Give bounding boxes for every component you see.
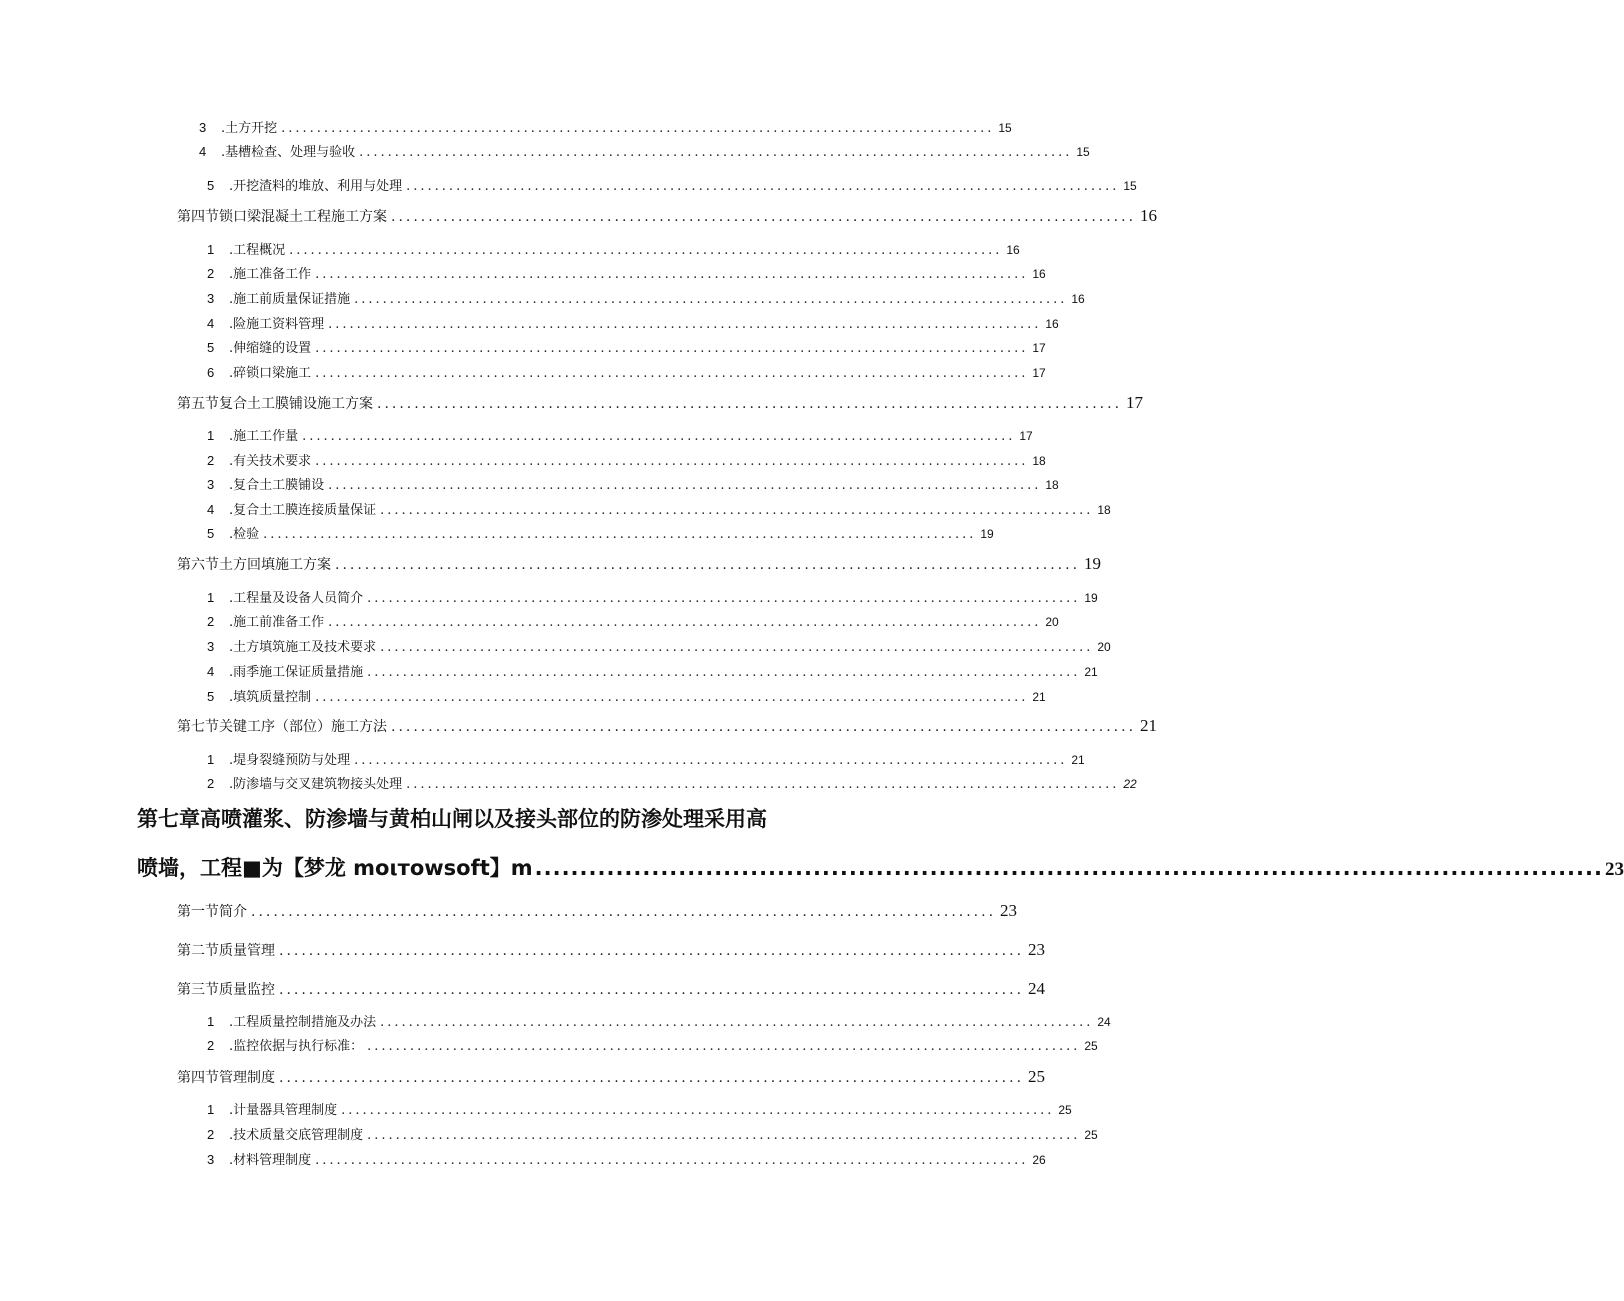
item-number: 2: [207, 453, 215, 468]
item-title: .复合土工膜铺设: [229, 478, 325, 493]
page-number: 17: [1032, 366, 1046, 380]
section-title: 第五节复合土工膜铺设施工方案: [177, 396, 373, 412]
leader-dots: ....................................................................................................: [315, 1153, 1029, 1168]
leader-dots: .......................................................................................................................: [534, 856, 1603, 880]
toc-item[interactable]: [207, 587, 1098, 606]
section-title: 第二节质量管理: [177, 943, 275, 959]
item-number: 2: [207, 614, 215, 629]
item-title: .工程质量控制措施及办法: [229, 1015, 377, 1030]
page-number: 17: [1032, 341, 1046, 355]
item-number: 3: [207, 639, 215, 654]
page-number: 25: [1058, 1103, 1072, 1117]
page-number: 15: [1123, 179, 1137, 193]
leader-dots: ....................................................................................................: [367, 1128, 1081, 1143]
toc-section[interactable]: [177, 979, 1046, 1001]
toc-item[interactable]: [207, 1124, 1098, 1143]
page-number: 18: [1045, 478, 1059, 492]
toc-item[interactable]: [207, 661, 1098, 680]
item-number: 1: [207, 428, 215, 443]
item-title: .施工准备工作: [229, 267, 312, 282]
leader-dots: ....................................................................................................: [302, 429, 1016, 444]
item-number: 4: [199, 144, 207, 159]
page-number: 16: [1140, 206, 1158, 225]
section-title: 第四节管理制度: [177, 1070, 275, 1086]
page-number: 19: [980, 527, 994, 541]
page-number: 15: [998, 121, 1012, 135]
item-number: 2: [207, 1038, 215, 1053]
toc-item[interactable]: [207, 749, 1085, 768]
item-title: .检验: [229, 527, 260, 542]
item-number: 4: [207, 502, 215, 517]
toc-section[interactable]: [177, 393, 1144, 415]
item-number: 1: [207, 1014, 215, 1029]
page-number: 25: [1028, 1067, 1046, 1086]
item-title: .碎锁口梁施工: [229, 366, 312, 381]
leader-dots: ....................................................................................................: [380, 503, 1094, 518]
page-number: 20: [1045, 615, 1059, 629]
page-number: 21: [1140, 716, 1158, 735]
leader-dots: ....................................................................................................: [391, 209, 1137, 225]
item-title: .施工前准备工作: [229, 615, 325, 630]
leader-dots: ....................................................................................................: [341, 1103, 1055, 1118]
item-title: .复合土工膜连接质量保证: [229, 503, 377, 518]
page-number: 19: [1084, 591, 1098, 605]
toc-section[interactable]: [177, 554, 1102, 576]
leader-dots: ....................................................................................................: [315, 341, 1029, 356]
leader-dots: ....................................................................................................: [367, 591, 1081, 606]
toc-item[interactable]: [207, 474, 1059, 493]
item-title: .施工工作量: [229, 429, 299, 444]
item-number: 3: [207, 1152, 215, 1167]
page-number: 18: [1097, 503, 1111, 517]
toc-item[interactable]: [207, 239, 1020, 258]
leader-dots: ....................................................................................................: [315, 454, 1029, 469]
page-number: 16: [1045, 317, 1059, 331]
item-number: 5: [207, 178, 215, 193]
item-number: 2: [207, 776, 215, 791]
page-number: 17: [1126, 393, 1144, 412]
leader-dots: ....................................................................................................: [380, 640, 1094, 655]
toc-item[interactable]: [207, 313, 1059, 332]
toc-item[interactable]: [199, 117, 1012, 136]
leader-dots: ....................................................................................................: [279, 943, 1025, 959]
leader-dots: ....................................................................................................: [328, 615, 1042, 630]
item-title: .防渗墙与交叉建筑物接头处理: [229, 777, 403, 792]
item-title: .有关技术要求: [229, 454, 312, 469]
chapter-heading-line2[interactable]: [137, 852, 1624, 882]
item-number: 5: [207, 526, 215, 541]
page-number: 19: [1084, 554, 1102, 573]
toc-section[interactable]: [177, 940, 1046, 962]
leader-dots: ....................................................................................................: [335, 557, 1081, 573]
item-title: .计量器具管理制度: [229, 1103, 338, 1118]
section-title: 第三节质量监控: [177, 982, 275, 998]
leader-dots: ....................................................................................................: [279, 1070, 1025, 1086]
toc-item[interactable]: [207, 523, 994, 542]
leader-dots: ....................................................................................................: [359, 145, 1073, 160]
leader-dots: ....................................................................................................: [328, 478, 1042, 493]
item-number: 5: [207, 340, 215, 355]
toc-item[interactable]: [207, 362, 1046, 381]
item-number: 4: [207, 664, 215, 679]
item-number: 5: [207, 689, 215, 704]
leader-dots: ....................................................................................................: [328, 317, 1042, 332]
item-title: .险施工资料管理: [229, 317, 325, 332]
item-number: 1: [207, 590, 215, 605]
leader-dots: ....................................................................................................: [279, 982, 1025, 998]
page-number: 21: [1084, 665, 1098, 679]
item-number: 3: [207, 291, 215, 306]
toc-section[interactable]: [177, 1067, 1046, 1089]
toc-item[interactable]: [207, 686, 1046, 705]
item-title: .堤身裂缝预防与处理: [229, 753, 351, 768]
page-number: 25: [1084, 1128, 1098, 1142]
page-number: 22: [1123, 777, 1137, 791]
page-number: 25: [1084, 1039, 1098, 1053]
toc-item[interactable]: [207, 450, 1046, 469]
toc-item[interactable]: [207, 288, 1085, 307]
item-title: .基槽检查、处理与验收: [221, 145, 356, 160]
chapter-heading-line1[interactable]: [137, 803, 817, 833]
toc-section[interactable]: [177, 901, 1018, 923]
toc-item[interactable]: [207, 425, 1033, 444]
page-number: 17: [1019, 429, 1033, 443]
chapter-title: 第七章高喷灌浆、防渗墙与黄柏山闸以及接头部位的防渗处理采用高: [137, 807, 767, 831]
page-number: 18: [1032, 454, 1046, 468]
page-number: 16: [1006, 243, 1020, 257]
item-title: .开挖渣料的堆放、利用与处理: [229, 179, 403, 194]
section-title: 第一节简介: [177, 904, 247, 920]
leader-dots: ....................................................................................................: [315, 690, 1029, 705]
item-title: .伸缩缝的设置: [229, 341, 312, 356]
leader-dots: ....................................................................................................: [263, 527, 977, 542]
item-number: 4: [207, 316, 215, 331]
toc-item[interactable]: [199, 141, 1090, 160]
leader-dots: ....................................................................................................: [354, 753, 1068, 768]
page-number: 15: [1076, 145, 1090, 159]
leader-dots: ....................................................................................................: [367, 665, 1081, 680]
leader-dots: ....................................................................................................: [281, 121, 995, 136]
item-title: .工程量及设备人员简介: [229, 591, 364, 606]
toc-item[interactable]: [207, 1035, 1098, 1054]
toc-item[interactable]: [207, 1149, 1046, 1168]
toc-section[interactable]: [177, 206, 1158, 228]
toc-item[interactable]: [207, 175, 1137, 194]
leader-dots: ....................................................................................................: [406, 777, 1120, 792]
toc-item[interactable]: [207, 773, 1137, 792]
item-title: .工程概况: [229, 243, 286, 258]
section-title: 第六节土方回填施工方案: [177, 557, 331, 573]
section-title: 第七节关键工序（部位）施工方法: [177, 719, 387, 735]
leader-dots: ....................................................................................................: [315, 366, 1029, 381]
page-number: 20: [1097, 640, 1111, 654]
item-number: 3: [207, 477, 215, 492]
leader-dots: ....................................................................................................: [251, 904, 997, 920]
item-title: .土方开挖: [221, 121, 278, 136]
page-number: 16: [1071, 292, 1085, 306]
toc-item[interactable]: [207, 263, 1046, 282]
item-number: 1: [207, 242, 215, 257]
page-number: 24: [1097, 1015, 1111, 1029]
item-number: 1: [207, 1102, 215, 1117]
page-number: 23: [1028, 940, 1046, 959]
page-number: 23: [1604, 859, 1624, 880]
leader-dots: ....................................................................................................: [354, 292, 1068, 307]
page-number: 23: [1000, 901, 1018, 920]
item-title: .施工前质量保证措施: [229, 292, 351, 307]
item-number: 2: [207, 1127, 215, 1142]
leader-dots: ....................................................................................................: [380, 1015, 1094, 1030]
toc-section[interactable]: [177, 716, 1158, 738]
item-number: 2: [207, 266, 215, 281]
leader-dots: ....................................................................................................: [391, 719, 1137, 735]
leader-dots: ....................................................................................................: [315, 267, 1029, 282]
page-number: 21: [1071, 753, 1085, 767]
leader-dots: ....................................................................................................: [367, 1039, 1081, 1054]
page-number: 24: [1028, 979, 1046, 998]
chapter-title-cont: 喷墙，工程■为【梦龙 moιтowsoft】m: [137, 856, 533, 880]
toc-item[interactable]: [207, 1099, 1072, 1118]
leader-dots: ....................................................................................................: [377, 396, 1123, 412]
item-title: .雨季施工保证质量措施: [229, 665, 364, 680]
page-number: 26: [1032, 1153, 1046, 1167]
item-number: 6: [207, 365, 215, 380]
toc-item[interactable]: [207, 337, 1046, 356]
page-number: 21: [1032, 690, 1046, 704]
item-number: 3: [199, 120, 207, 135]
toc-item[interactable]: [207, 1011, 1111, 1030]
item-title: .填筑质量控制: [229, 690, 312, 705]
toc-item[interactable]: [207, 611, 1059, 630]
toc-item[interactable]: [207, 499, 1111, 518]
toc-item[interactable]: [207, 636, 1111, 655]
item-title: .土方填筑施工及技术要求: [229, 640, 377, 655]
item-title: .材料管理制度: [229, 1153, 312, 1168]
item-number: 1: [207, 752, 215, 767]
leader-dots: ....................................................................................................: [289, 243, 1003, 258]
leader-dots: ....................................................................................................: [406, 179, 1120, 194]
page-number: 16: [1032, 267, 1046, 281]
item-title: .监控依据与执行标准：: [229, 1039, 364, 1054]
item-title: .技术质量交底管理制度: [229, 1128, 364, 1143]
section-title: 第四节锁口梁混凝土工程施工方案: [177, 209, 387, 225]
